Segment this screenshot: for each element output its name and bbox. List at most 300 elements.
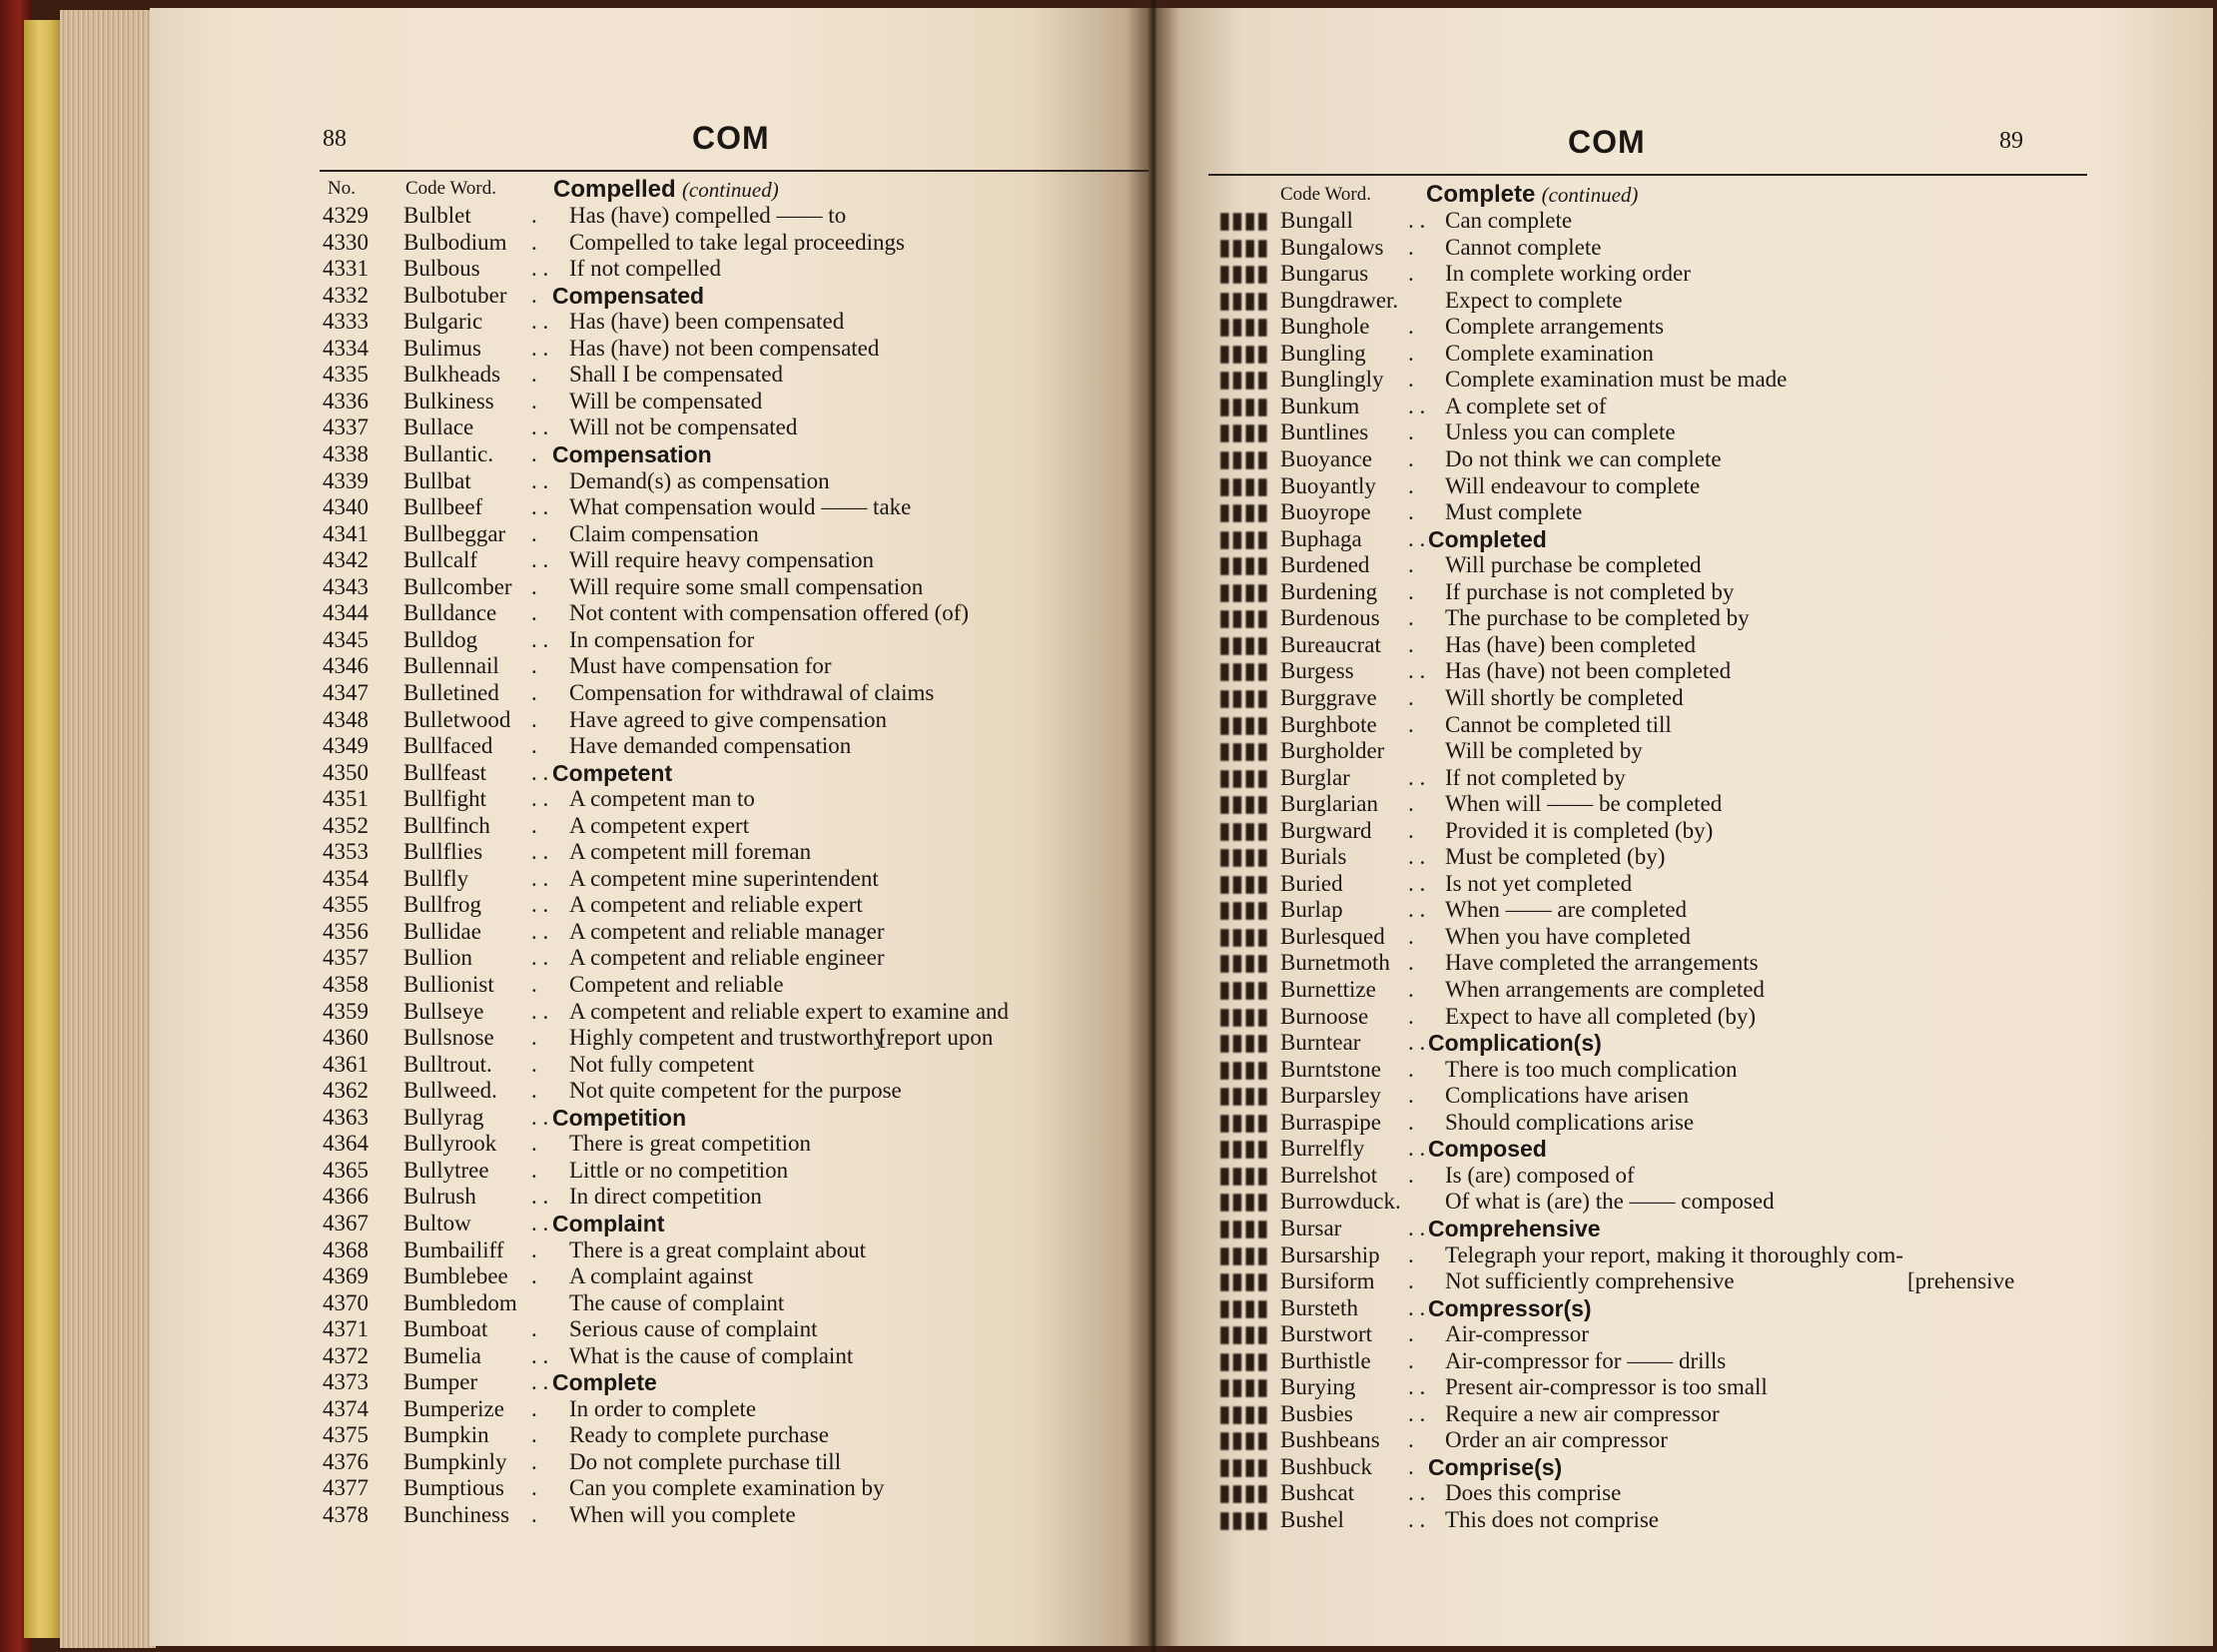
code-word: Bulletined	[403, 679, 499, 705]
phrase-text: Will require heavy compensation	[569, 547, 874, 573]
table-row	[320, 547, 1148, 574]
phrase-text: Complete arrangements	[1445, 314, 1665, 340]
table-row	[1148, 1110, 2207, 1137]
continued-heading	[1426, 181, 1638, 209]
leader-dots: .	[1408, 711, 1414, 737]
code-word: Bullyrook	[403, 1131, 497, 1157]
code-word: Bumbledom	[403, 1289, 517, 1315]
code-number: 4347	[323, 679, 369, 705]
phrase-continuation: [report upon	[879, 1025, 994, 1051]
phrase-text: A competent expert	[569, 812, 750, 838]
table-row	[1148, 1004, 2207, 1031]
table-row	[1148, 818, 2207, 845]
table-row	[1148, 1189, 2207, 1216]
table-row	[1148, 1507, 2207, 1534]
code-number: 4368	[323, 1237, 369, 1262]
table-row	[1148, 499, 2207, 526]
code-number-blurred: ▮▮▮▮	[1218, 631, 1269, 657]
leader-dots: .	[1408, 499, 1414, 525]
leader-dots: . .	[531, 998, 549, 1024]
section-heading: Competition	[552, 1104, 687, 1131]
phrase-text: A competent and reliable expert	[569, 892, 863, 918]
leader-dots: .	[1408, 1268, 1414, 1293]
leader-dots: .	[1408, 1241, 1414, 1267]
leader-dots: .	[531, 362, 537, 388]
leader-dots: .	[531, 1025, 537, 1051]
code-word: Bulkheads	[403, 362, 501, 388]
code-word: Bulletwood	[403, 706, 511, 732]
leader-dots: .	[531, 1448, 537, 1474]
code-number: 4369	[323, 1263, 369, 1288]
leader-dots: .	[1408, 1109, 1414, 1135]
phrase-text: There is a great complaint about	[569, 1237, 866, 1262]
leader-dots: .	[1408, 631, 1414, 657]
code-number: 4358	[323, 972, 369, 997]
code-number: 4346	[323, 653, 369, 679]
phrase-text: If purchase is not completed by	[1445, 578, 1735, 604]
leader-dots: .	[1408, 1427, 1414, 1453]
leader-dots: . .	[531, 839, 549, 865]
leader-dots: . .	[531, 1342, 549, 1368]
code-word: Busbies	[1280, 1400, 1353, 1426]
phrase-text: Will not be compensated	[569, 414, 798, 440]
leader-dots: .	[1408, 817, 1414, 843]
code-number-blurred: ▮▮▮▮	[1218, 1241, 1269, 1267]
code-number-blurred: ▮▮▮▮	[1218, 1215, 1269, 1240]
table-row	[320, 230, 1148, 257]
code-word: Bumper	[403, 1369, 478, 1395]
code-word: Bungling	[1280, 340, 1366, 366]
table-row	[320, 1369, 1148, 1396]
code-number: 4335	[323, 362, 369, 388]
section-heading: Complete	[552, 1369, 657, 1396]
phrase-text: Compensation for withdrawal of claims	[569, 679, 935, 705]
code-number: 4332	[323, 282, 369, 308]
leader-dots: . .	[1408, 393, 1426, 418]
code-word: Burdenous	[1280, 605, 1380, 631]
code-number: 4370	[323, 1289, 369, 1315]
leader-dots: .	[531, 441, 537, 466]
table-row	[320, 919, 1148, 946]
phrase-text: Has (have) been compensated	[569, 309, 845, 335]
table-row	[320, 945, 1148, 972]
code-word: Bulkiness	[403, 388, 494, 413]
code-word: Burntstone	[1280, 1056, 1381, 1082]
code-number-blurred: ▮▮▮▮	[1218, 738, 1269, 763]
code-number-blurred: ▮▮▮▮	[1218, 658, 1269, 684]
code-number-blurred: ▮▮▮▮	[1218, 525, 1269, 551]
table-row	[320, 441, 1148, 468]
leader-dots: .	[531, 733, 537, 758]
table-row	[1148, 1057, 2207, 1084]
code-word: Bullace	[403, 414, 474, 440]
leader-dots: .	[1408, 950, 1414, 976]
code-word: Bullennail	[403, 653, 499, 679]
code-word: Bushbuck	[1280, 1453, 1372, 1479]
code-number-blurred: ▮▮▮▮	[1218, 340, 1269, 366]
continued-heading-word: Complete	[1426, 181, 1536, 208]
code-word: Bullion	[403, 945, 473, 971]
code-word: Bumperize	[403, 1395, 504, 1421]
leader-dots: . .	[531, 1369, 549, 1395]
code-word: Bulldance	[403, 600, 497, 626]
code-number-blurred: ▮▮▮▮	[1218, 1056, 1269, 1082]
code-number: 4365	[323, 1157, 369, 1183]
column-header-code-word: Code Word.	[1280, 184, 1372, 205]
table-row	[1148, 1216, 2207, 1242]
column-header-no: No.	[328, 178, 356, 199]
table-row	[320, 1263, 1148, 1290]
code-number: 4342	[323, 547, 369, 573]
table-row	[320, 1422, 1148, 1449]
table-row	[320, 494, 1148, 521]
table-row	[320, 999, 1148, 1026]
code-number-blurred: ▮▮▮▮	[1218, 1374, 1269, 1400]
table-row	[1148, 1480, 2207, 1507]
table-row	[320, 892, 1148, 919]
header-rule	[1208, 174, 2087, 176]
table-row	[320, 1184, 1148, 1211]
phrase-text: Will require some small compensation	[569, 573, 924, 599]
code-word: Bulblet	[403, 203, 471, 228]
code-number-blurred: ▮▮▮▮	[1218, 870, 1269, 896]
code-word: Bullfight	[403, 786, 487, 812]
phrase-text: Has (have) not been compensated	[569, 335, 880, 361]
code-word: Burstwort	[1280, 1321, 1372, 1347]
phrase-text: Has (have) compelled —— to	[569, 203, 847, 228]
leader-dots: .	[1408, 419, 1414, 445]
leader-dots: . .	[531, 1104, 549, 1130]
code-number-blurred: ▮▮▮▮	[1218, 393, 1269, 418]
leader-dots: .	[1408, 1321, 1414, 1347]
gilt-page-edge	[24, 20, 62, 1638]
phrase-text: Has (have) been completed	[1445, 631, 1696, 657]
code-number-blurred: ▮▮▮▮	[1218, 261, 1269, 287]
code-word: Buntlines	[1280, 419, 1369, 445]
code-number: 4363	[323, 1104, 369, 1130]
table-row	[320, 813, 1148, 840]
code-number: 4361	[323, 1051, 369, 1077]
code-number: 4331	[323, 256, 369, 282]
section-heading: Comprehensive	[1428, 1215, 1601, 1241]
code-word: Burrelshot	[1280, 1162, 1378, 1188]
code-word: Bullbeef	[403, 494, 483, 520]
phrase-text: Claim compensation	[569, 520, 759, 546]
code-number: 4352	[323, 812, 369, 838]
phrase-text: Will be compensated	[569, 388, 763, 413]
phrase-text: A competent and reliable expert to examine and	[569, 998, 1010, 1024]
table-row	[1148, 1083, 2207, 1110]
table-row	[320, 389, 1148, 415]
code-number: 4349	[323, 733, 369, 758]
code-word: Bumptious	[403, 1475, 504, 1501]
table-row	[320, 1078, 1148, 1105]
code-number: 4338	[323, 441, 369, 466]
code-word: Bullweed.	[403, 1078, 497, 1104]
code-word: Bullcalf	[403, 547, 478, 573]
table-row	[1148, 712, 2207, 739]
code-word: Bulbous	[403, 256, 480, 282]
right-page	[1148, 8, 2213, 1646]
code-word: Bungdrawer.	[1280, 287, 1399, 313]
code-word: Bumpkin	[403, 1422, 489, 1448]
phrase-text: Not quite competent for the purpose	[569, 1078, 902, 1104]
leader-dots: .	[1408, 367, 1414, 393]
code-word: Bullfrog	[403, 892, 481, 918]
leader-dots: .	[1408, 791, 1414, 817]
code-number-blurred: ▮▮▮▮	[1218, 950, 1269, 976]
code-word: Buphaga	[1280, 525, 1362, 551]
leader-dots: . .	[1408, 658, 1426, 684]
table-row	[1148, 1136, 2207, 1163]
code-number-blurred: ▮▮▮▮	[1218, 1400, 1269, 1426]
code-word: Burghbote	[1280, 711, 1377, 737]
leader-dots: . .	[531, 309, 549, 335]
code-word: Bullfinch	[403, 812, 490, 838]
phrase-text: Not fully competent	[569, 1051, 755, 1077]
phrase-text: Not sufficiently comprehensive	[1445, 1268, 1735, 1293]
leader-dots: .	[531, 972, 537, 997]
table-row	[1148, 791, 2207, 818]
phrase-text: Compelled to take legal proceedings	[569, 229, 905, 255]
phrase-text: In order to complete	[569, 1395, 757, 1421]
code-number-blurred: ▮▮▮▮	[1218, 234, 1269, 260]
code-word: Burying	[1280, 1374, 1356, 1400]
code-number: 4373	[323, 1369, 369, 1395]
code-word: Buried	[1280, 870, 1343, 896]
table-row	[1148, 605, 2207, 632]
table-row	[320, 600, 1148, 627]
page-header: COM	[1568, 124, 1646, 160]
table-row	[320, 1211, 1148, 1238]
leader-dots: . .	[1408, 1374, 1426, 1400]
code-number-blurred: ▮▮▮▮	[1218, 472, 1269, 498]
code-number-blurred: ▮▮▮▮	[1218, 1189, 1269, 1215]
code-word: Burnoose	[1280, 1003, 1369, 1029]
leader-dots: . .	[531, 865, 549, 891]
code-number: 4345	[323, 626, 369, 652]
table-row	[1148, 658, 2207, 685]
code-word: Bulldog	[403, 626, 478, 652]
phrase-text: When you have completed	[1445, 923, 1691, 949]
table-row	[1148, 1163, 2207, 1190]
phrase-text: Will shortly be completed	[1445, 684, 1684, 710]
code-word: Bullbeggar	[403, 520, 506, 546]
leader-dots: .	[1408, 684, 1414, 710]
leader-dots: .	[531, 1157, 537, 1183]
code-word: Bulbodium	[403, 229, 507, 255]
phrase-text: When —— are completed	[1445, 897, 1688, 923]
table-row	[1148, 632, 2207, 659]
section-heading: Compensation	[552, 441, 712, 467]
code-number-blurred: ▮▮▮▮	[1218, 897, 1269, 923]
code-word: Bullseye	[403, 998, 484, 1024]
leader-dots: . .	[1408, 1136, 1426, 1162]
phrase-text: Have completed the arrangements	[1445, 950, 1759, 976]
table-row	[1148, 1427, 2207, 1454]
phrase-text: Will endeavour to complete	[1445, 472, 1701, 498]
phrase-text: Have agreed to give compensation	[569, 706, 888, 732]
phrase-text: A competent man to	[569, 786, 755, 812]
table-row	[320, 1290, 1148, 1317]
leader-dots: .	[1408, 314, 1414, 340]
code-number: 4350	[323, 759, 369, 785]
code-number-blurred: ▮▮▮▮	[1218, 1136, 1269, 1162]
code-number-blurred: ▮▮▮▮	[1218, 208, 1269, 233]
table-row	[1148, 1401, 2207, 1428]
code-number: 4374	[323, 1395, 369, 1421]
phrase-text: Cannot complete	[1445, 234, 1602, 260]
table-row	[320, 1449, 1148, 1476]
code-word: Bursar	[1280, 1215, 1342, 1240]
code-number-blurred: ▮▮▮▮	[1218, 1083, 1269, 1109]
table-row	[1148, 685, 2207, 712]
leader-dots: . .	[1408, 870, 1426, 896]
code-number: 4359	[323, 998, 369, 1024]
leader-dots: .	[531, 573, 537, 599]
phrase-text: There is great competition	[569, 1131, 812, 1157]
table-row	[320, 680, 1148, 707]
phrase-text: Of what is (are) the —— composed	[1445, 1189, 1775, 1215]
section-heading: Competent	[552, 759, 673, 786]
phrase-text: Will be completed by	[1445, 738, 1643, 763]
phrase-text: Competent and reliable	[569, 972, 784, 997]
code-number-blurred: ▮▮▮▮	[1218, 446, 1269, 471]
table-row	[1148, 1454, 2207, 1481]
code-word: Bureaucrat	[1280, 631, 1381, 657]
table-row	[1148, 261, 2207, 288]
code-number-blurred: ▮▮▮▮	[1218, 844, 1269, 870]
code-word: Bumpkinly	[403, 1448, 507, 1474]
leader-dots: . .	[531, 467, 549, 493]
leader-dots: .	[1408, 977, 1414, 1002]
leader-dots: . .	[531, 786, 549, 812]
code-word: Bullfeast	[403, 759, 487, 785]
code-word: Burgward	[1280, 817, 1372, 843]
table-row	[320, 1316, 1148, 1343]
table-row	[320, 1343, 1148, 1370]
table-row	[1148, 394, 2207, 420]
code-word: Bullytree	[403, 1157, 489, 1183]
phrase-text: Serious cause of complaint	[569, 1316, 818, 1342]
phrase-text: A complete set of	[1445, 393, 1607, 418]
code-word: Burglarian	[1280, 791, 1378, 817]
code-word: Burlesqued	[1280, 923, 1385, 949]
leader-dots: .	[1408, 1083, 1414, 1109]
phrase-text: Has (have) not been completed	[1445, 658, 1732, 684]
code-number: 4329	[323, 203, 369, 228]
leader-dots: .	[531, 600, 537, 626]
code-number: 4354	[323, 865, 369, 891]
phrase-text: Order an air compressor	[1445, 1427, 1668, 1453]
code-word: Burgess	[1280, 658, 1354, 684]
code-number-blurred: ▮▮▮▮	[1218, 499, 1269, 525]
table-row	[320, 256, 1148, 283]
code-number-blurred: ▮▮▮▮	[1218, 1480, 1269, 1506]
table-row	[1148, 341, 2207, 368]
phrase-continuation: [prehensive	[1907, 1268, 2015, 1293]
code-word: Burrelfly	[1280, 1136, 1365, 1162]
section-heading: Complaint	[552, 1210, 665, 1237]
code-word: Bulrush	[403, 1184, 476, 1210]
code-number: 4334	[323, 335, 369, 361]
table-row	[1148, 1321, 2207, 1348]
phrase-text: Provided it is completed (by)	[1445, 817, 1714, 843]
code-word: Burraspipe	[1280, 1109, 1381, 1135]
leader-dots: .	[531, 1078, 537, 1104]
code-number-blurred: ▮▮▮▮	[1218, 923, 1269, 949]
phrase-text: Must have compensation for	[569, 653, 832, 679]
phrase-text: A competent mine superintendent	[569, 865, 879, 891]
code-word: Buoyrope	[1280, 499, 1371, 525]
phrase-text: Complete examination	[1445, 340, 1654, 366]
code-word: Bullfly	[403, 865, 469, 891]
code-word: Bushel	[1280, 1507, 1344, 1532]
continued-heading-note: (continued)	[681, 178, 779, 202]
code-number: 4376	[323, 1448, 369, 1474]
leader-dots: . .	[1408, 1507, 1426, 1532]
phrase-text: Ready to complete purchase	[569, 1422, 829, 1448]
code-number: 4378	[323, 1502, 369, 1527]
code-number: 4357	[323, 945, 369, 971]
table-row	[320, 336, 1148, 363]
code-number: 4344	[323, 600, 369, 626]
phrase-text: If not compelled	[569, 256, 722, 282]
phrase-text: Not content with compensation offered (of)	[569, 600, 970, 626]
code-word: Bungalows	[1280, 234, 1384, 260]
phrase-text: Is not yet completed	[1445, 870, 1633, 896]
code-word: Bumbailiff	[403, 1237, 504, 1262]
code-number: 4360	[323, 1025, 369, 1051]
code-number-blurred: ▮▮▮▮	[1218, 1294, 1269, 1320]
code-word: Bunkum	[1280, 393, 1360, 418]
phrase-text: Little or no competition	[569, 1157, 789, 1183]
table-row	[1148, 208, 2207, 235]
phrase-text: There is too much complication	[1445, 1056, 1738, 1082]
code-number-blurred: ▮▮▮▮	[1218, 817, 1269, 843]
leader-dots: . .	[531, 256, 549, 282]
code-number-blurred: ▮▮▮▮	[1218, 552, 1269, 578]
code-number-blurred: ▮▮▮▮	[1218, 1162, 1269, 1188]
table-row	[320, 1238, 1148, 1264]
code-word: Bungarus	[1280, 261, 1369, 287]
leader-dots: . .	[1408, 764, 1426, 790]
code-word: Burglar	[1280, 764, 1350, 790]
phrase-text: Do not think we can complete	[1445, 446, 1722, 471]
leader-dots: .	[1408, 1056, 1414, 1082]
code-word: Bulgaric	[403, 309, 483, 335]
leader-dots: .	[531, 1475, 537, 1501]
code-number-blurred: ▮▮▮▮	[1218, 578, 1269, 604]
leader-dots: . .	[531, 759, 549, 785]
code-word: Bumblebee	[403, 1263, 508, 1288]
code-number: 4371	[323, 1316, 369, 1342]
leader-dots: . .	[531, 892, 549, 918]
leader-dots: .	[531, 203, 537, 228]
table-row	[1148, 897, 2207, 924]
table-row	[1148, 526, 2207, 553]
phrase-text: Complications have arisen	[1445, 1083, 1689, 1109]
phrase-text: Telegraph your report, making it thoroughly com-	[1445, 1241, 1903, 1267]
table-row	[320, 362, 1148, 389]
leader-dots: .	[1408, 446, 1414, 471]
phrase-text: Demand(s) as compensation	[569, 467, 830, 493]
phrase-text: Does this comprise	[1445, 1480, 1622, 1506]
code-word: Bursiform	[1280, 1268, 1375, 1293]
phrase-text: This does not comprise	[1445, 1507, 1659, 1532]
phrase-text: Require a new air compressor	[1445, 1400, 1720, 1426]
code-number: 4333	[323, 309, 369, 335]
